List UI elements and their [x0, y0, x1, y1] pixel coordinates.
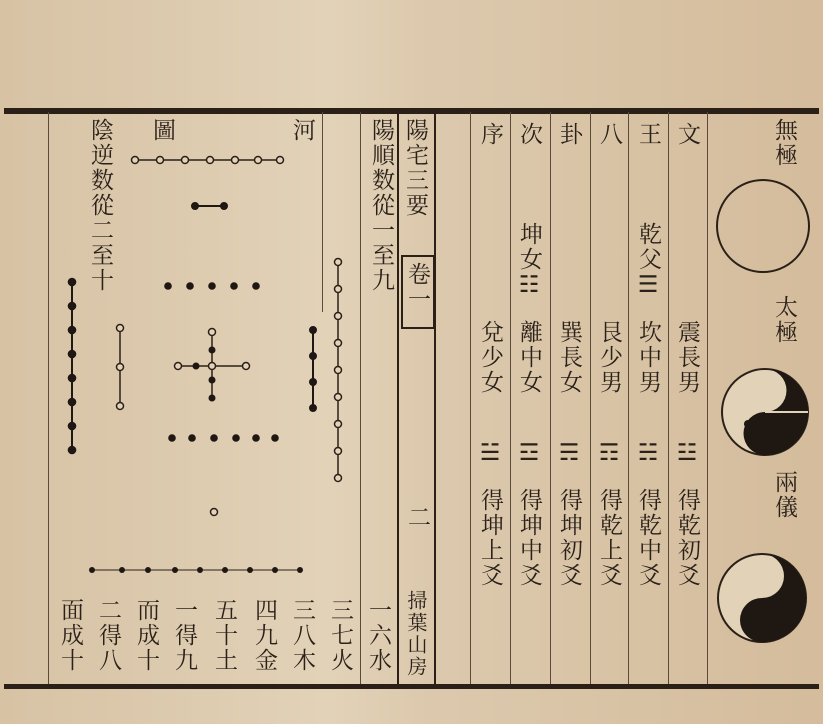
page-number: 二 — [404, 505, 430, 530]
liangyi-symbol — [718, 554, 806, 642]
column-top-char: 文 — [674, 122, 700, 147]
column-bottom-text: 得坤中爻 — [516, 488, 542, 588]
taiji-label: 太極 — [771, 295, 797, 345]
hetu-label-he: 河 — [289, 118, 315, 143]
trigram-glyph: ☵ — [635, 440, 661, 468]
hetu-row-5 — [164, 282, 260, 290]
note-8: 二得八 — [95, 598, 121, 673]
column-top-char: 王 — [635, 122, 661, 147]
column-bottom-text: 得乾中爻 — [635, 488, 661, 588]
hetu-center-cross — [175, 329, 250, 399]
column-top-char: 序 — [477, 122, 503, 147]
column-mid-text: 艮少男 — [596, 320, 622, 395]
yang-dot-column — [335, 259, 342, 482]
hetu-top-row — [132, 157, 284, 164]
note-4: 四九金 — [251, 598, 277, 673]
note-1: 一六水 — [365, 598, 391, 673]
column-mid-text: 離中女 — [516, 320, 542, 395]
column-mid-text: 震長男 — [674, 320, 700, 395]
column-bottom-text: 得乾上爻 — [596, 488, 622, 588]
trigram-glyph: ☳ — [674, 440, 700, 468]
note-6: 一得九 — [171, 598, 197, 673]
note-7: 而成十 — [133, 598, 159, 673]
hetu-single-dot — [211, 509, 218, 516]
yin-heading: 陰逆数從二至十 — [87, 118, 113, 293]
taiji-symbol — [722, 369, 808, 455]
trigram-glyph: ☶ — [596, 440, 622, 468]
hetu-bottom-row — [89, 567, 303, 573]
trigram-glyph: ☲ — [516, 440, 542, 468]
book-title: 陽宅三要 — [402, 118, 428, 218]
trigram-glyph: ☴ — [556, 440, 582, 468]
yin-dot-column — [68, 278, 76, 454]
column-mid-text: 坎中男 — [635, 320, 661, 395]
column-bottom-text: 得乾初爻 — [674, 488, 700, 588]
liangyi-label: 兩儀 — [771, 470, 797, 520]
publisher: 掃葉山房 — [404, 590, 428, 678]
note-2: 三七火 — [327, 598, 353, 673]
hetu-row-6 — [168, 434, 279, 442]
note-5: 五十土 — [211, 598, 237, 673]
note-3: 三八木 — [289, 598, 315, 673]
trigram-glyph: ☱ — [477, 440, 503, 468]
column-top-char: 八 — [596, 122, 622, 147]
wuji-label: 無極 — [771, 118, 797, 168]
column-top-char: 卦 — [556, 122, 582, 147]
note-9: 面成十 — [57, 598, 83, 673]
hetu-three-open — [117, 325, 124, 410]
yang-heading: 陽順数從一至九 — [368, 118, 394, 293]
column-mid-text: 兌少女 — [477, 320, 503, 395]
wuji-circle — [717, 180, 809, 272]
hetu-two-dots — [192, 203, 228, 210]
column-mid-text: 坤女☷ — [516, 222, 542, 300]
column-mid-text: 乾父☰ — [635, 222, 661, 300]
column-bottom-text: 得坤上爻 — [477, 488, 503, 588]
hetu-label-tu: 圖 — [149, 118, 175, 143]
dark-dot-column-4 — [310, 327, 317, 412]
column-top-char: 次 — [516, 122, 542, 147]
volume-label: 卷一 — [404, 262, 430, 312]
column-bottom-text: 得坤初爻 — [556, 488, 582, 588]
column-mid-text: 巽長女 — [556, 320, 582, 395]
